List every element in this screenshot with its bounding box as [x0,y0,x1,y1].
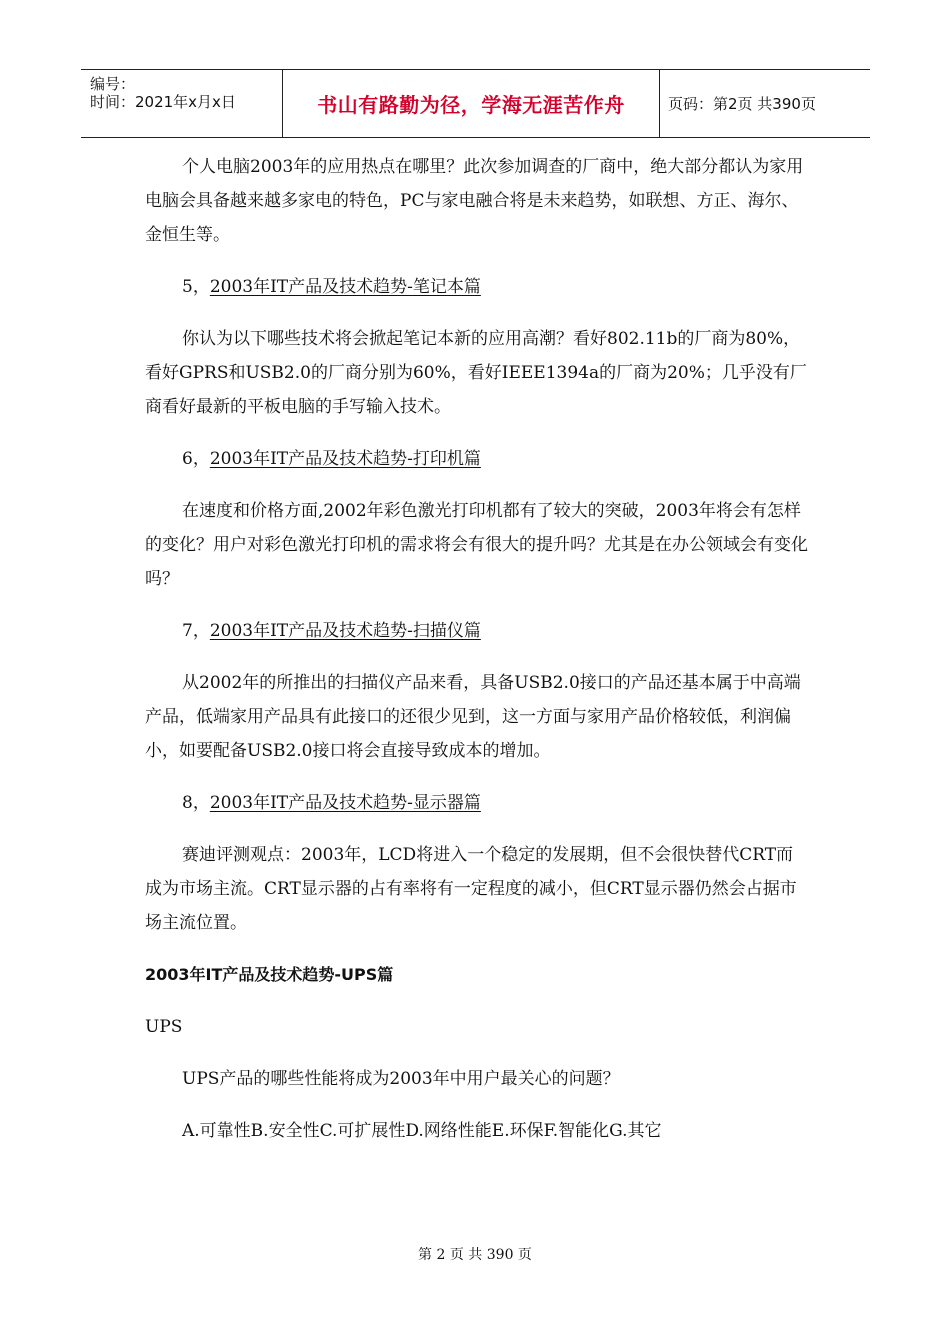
ups-label: UPS [145,1017,183,1037]
section-number: 6， [182,449,210,469]
section-number: 5， [182,277,210,297]
ups-question: UPS产品的哪些性能将成为2003年中用户最关心的问题？ [182,1069,620,1089]
section-title: 2003年IT产品及技术趋势-显示器篇 [209,793,481,813]
paragraph-notebook: 你认为以下哪些技术将会掀起笔记本新的应用高潮？看好802.11b的厂商为80%，看好GPRS和USB2.0的厂商分别为60%，看好IEEE1394a的厂商为20%；几乎没有厂商看好最新的平板电脑的手写输入技术。 [145,329,807,417]
section-number: 8， [182,793,210,813]
section-title: 2003年IT产品及技术趋势-笔记本篇 [209,277,481,297]
section-heading-scanner [145,614,810,648]
page-footer: 第 2 页 共 390 页 [418,1247,532,1263]
paragraph-scanner: 从2002年的所推出的扫描仪产品来看，具备USB2.0接口的产品还基本属于中高端产品，低端家用产品具有此接口的还很少见到，这一方面与家用产品价格较低，利润偏小，如要配备USB2.0接口将会直接导致成本的增加。 [145,673,801,761]
paragraph-printer: 在速度和价格方面,2002年彩色激光打印机都有了较大的突破，2003年将会有怎样的变化？用户对彩色激光打印机的需求将会有很大的提升吗？尤其是在办公领域会有变化吗？ [145,501,808,589]
section-heading-monitor [145,786,810,820]
section-title: 2003年IT产品及技术趋势-打印机篇 [209,449,481,469]
header-motto: 书山有路勤为径，学海无涯苦作舟 [283,70,660,137]
section-heading-ups: 2003年IT产品及技术趋势-UPS篇 [145,965,394,984]
ups-options: A.可靠性B.安全性C.可扩展性D.网络性能E.环保F.智能化G.其它 [182,1121,662,1141]
paragraph-pc-trends: 个人电脑2003年的应用热点在哪里？此次参加调查的厂商中，绝大部分都认为家用电脑会具备越来越多家电的特色，PC与家电融合将是未来趋势，如联想、方正、海尔、金恒生等。 [145,157,804,245]
paragraph-monitor: 赛迪评测观点：2003年，LCD将进入一个稳定的发展期，但不会很快替代CRT而成为市场主流。CRT显示器的占有率将有一定程度的减小，但CRT显示器仍然会占据市场主流位置。 [145,845,797,933]
section-heading-notebook [145,270,810,304]
doc-code-label: 编号： [90,75,136,93]
document-body [145,150,810,1148]
doc-time-label: 时间：2021年x月x日 [90,93,236,111]
section-number: 7， [182,621,210,641]
section-title: 2003年IT产品及技术趋势-扫描仪篇 [209,621,481,641]
page-header [81,69,870,138]
header-meta [81,70,283,137]
header-page-info: 页码：第2页 共390页 [668,95,816,113]
section-heading-printer [145,442,810,476]
